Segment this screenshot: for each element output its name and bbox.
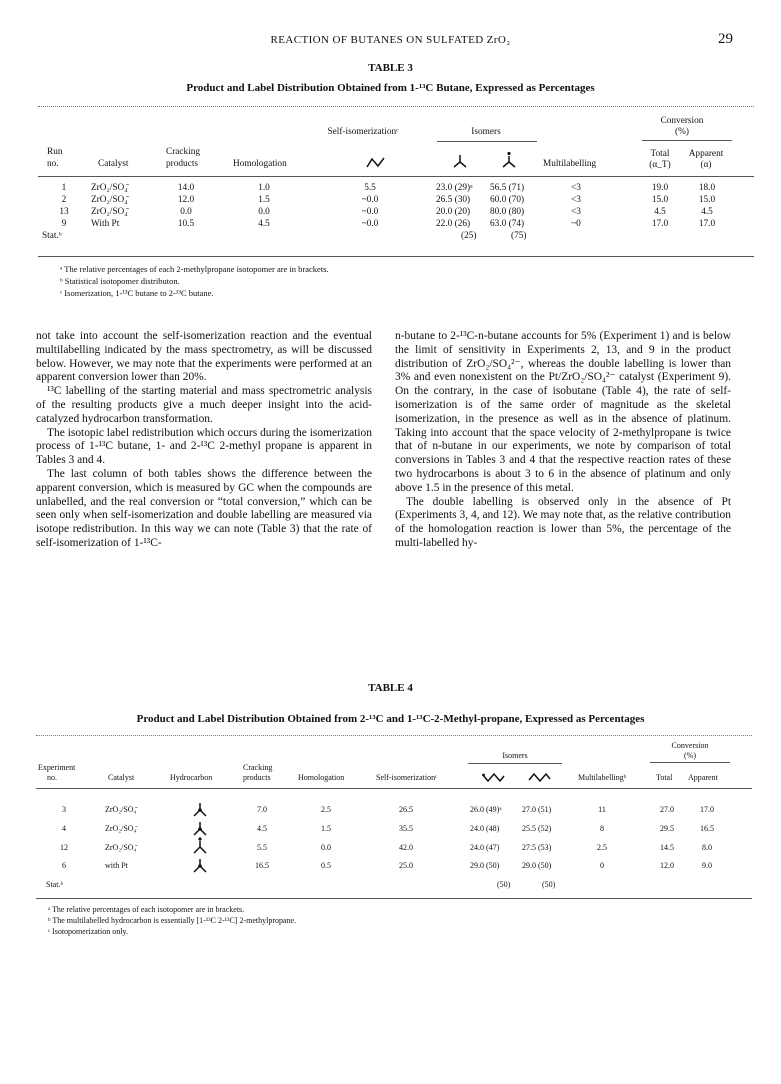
t3-cell-homologation: 0.0 (258, 207, 270, 217)
page-number: 29 (718, 31, 733, 47)
t3-cell-multi: ~0 (571, 219, 581, 229)
t3-cell-homologation: 1.5 (258, 195, 270, 205)
t3-run-header-2: no. (47, 159, 59, 169)
t3-cell-apparent: 17.0 (698, 219, 716, 229)
table4-top-rule (36, 735, 752, 736)
body-right-column (395, 330, 731, 551)
t3-isomers-header: Isomers (471, 127, 501, 137)
t4-cell-catalyst: ZrO₂/SO₄̄ (105, 843, 137, 852)
body-left-column (36, 330, 372, 551)
n-butane-label-a-icon (482, 771, 506, 783)
t3-cell-total: 19.0 (651, 183, 669, 193)
table3-label: TABLE 3 (368, 62, 413, 74)
t4-cell-cracking: 7.0 (257, 805, 267, 814)
t3-isomers-rule (437, 141, 537, 142)
t3-stat-isomer-a: (25) (461, 231, 477, 241)
t4-isomers-rule (468, 763, 562, 764)
t4-cell-homologation: 1.5 (321, 824, 331, 833)
t4-stat-label: Stat.ᵇ (46, 880, 63, 889)
t3-cell-multi: <3 (571, 183, 581, 193)
t4-cell-catalyst: ZrO₂/SO₄̄ (105, 805, 137, 814)
t3-cell-isomer-a: 20.0 (20) (436, 207, 471, 217)
t4-cell-isomer-b: 27.5 (53) (522, 843, 552, 852)
isobutane-label-a-icon (452, 153, 468, 169)
t3-cell-isomer-b: 60.0 (70) (490, 195, 525, 205)
t3-cell-apparent: 18.0 (698, 183, 716, 193)
n-butane-zigzag-icon (366, 156, 386, 168)
running-header (0, 31, 781, 48)
table3-top-rule (38, 106, 754, 107)
isobutane-2c-icon (193, 821, 207, 837)
t4-cell-total: 14.5 (660, 843, 674, 852)
t3-cell-isomer-b: 80.0 (80) (490, 207, 525, 217)
t3-cell-isomer-a: 23.0 (29)ᵃ (436, 183, 473, 193)
t3-bottom-rule (38, 256, 754, 257)
t3-homologation-header: Homologation (233, 159, 287, 169)
t4-cell-multi: 2.5 (597, 843, 607, 852)
t4-cell-total: 27.0 (660, 805, 674, 814)
t4-note-a: ᵃ The relative percentages of each isotopomer are in brackets. (48, 905, 245, 914)
running-title: REACTION OF BUTANES ON SULFATED ZrO₂ (270, 34, 511, 46)
t3-cell-multi: <3 (571, 207, 581, 217)
n-butane-label-b-icon (528, 771, 552, 783)
t3-cell-selfiso: ~0.0 (361, 219, 379, 229)
t4-cell-selfiso: 26.5 (399, 805, 413, 814)
t4-multilabelling-header: Multilabellingᵇ (578, 773, 627, 782)
t4-stat-isomer-a: (50) (497, 880, 511, 889)
t4-header-rule (36, 788, 752, 789)
table4-title: Product and Label Distribution Obtained from 2-¹³C and 1-¹³C-2-Methyl-propane, Expressed as Percentages (136, 713, 645, 725)
t4-total-header: Total (656, 773, 673, 782)
t4-selfiso-header: Self-isomerizationᶜ (376, 773, 438, 782)
isobutane-2c-icon (193, 858, 207, 874)
t4-cell-multi: 11 (598, 805, 606, 814)
t4-cell-cracking: 4.5 (257, 824, 267, 833)
t3-cell-isomer-a: 26.5 (30) (436, 195, 471, 205)
t3-cell-catalyst: ZrO₂/SO₄̄ (91, 183, 128, 193)
paragraph: not take into account the self-isomerization reaction and the eventual multilabelling indicated by the mass spectrometry, as will be discussed below. However, we may note that the experiments were performed at an apparent conversion lower than 20%. (36, 330, 372, 384)
t3-cell-isomer-a: 22.0 (26) (436, 219, 471, 229)
t4-conversion-unit: (%) (684, 751, 696, 760)
t4-note-c: ᶜ Isotopomerization only. (48, 927, 128, 936)
t4-cell-homologation: 0.0 (321, 843, 331, 852)
t4-cell-total: 29.5 (660, 824, 674, 833)
t4-cell-isomer-a: 29.0 (50) (470, 861, 500, 870)
t3-cell-run: 13 (59, 207, 69, 217)
t4-hydrocarbon-header: Hydrocarbon (170, 773, 213, 782)
t4-cell-selfiso: 25.0 (399, 861, 413, 870)
t3-cell-cracking: 14.0 (177, 183, 195, 193)
t3-cell-catalyst: ZrO₂/SO₄̄ (91, 207, 128, 217)
t4-cell-catalyst: ZrO₂/SO₄̄ (105, 824, 137, 833)
t4-bottom-rule (36, 898, 752, 899)
t4-conversion-rule (650, 762, 730, 763)
table4-label: TABLE 4 (368, 682, 413, 694)
t3-cell-cracking: 12.0 (177, 195, 195, 205)
t4-cell-isomer-b: 29.0 (50) (522, 861, 552, 870)
t3-cell-multi: <3 (571, 195, 581, 205)
paragraph: ¹³C labelling of the starting material and mass spectrometric analysis of the resulting products give a much deeper insight into the acid-catalyzed hydrocarbon transformation. (36, 385, 372, 425)
t3-cell-run: 9 (61, 219, 67, 229)
t4-cracking-header-2: products (243, 773, 271, 782)
t3-apparent-header: Apparent (688, 149, 724, 159)
t3-cell-homologation: 4.5 (258, 219, 270, 229)
t4-cracking-header: Cracking (243, 763, 273, 772)
t4-cell-cracking: 5.5 (257, 843, 267, 852)
t3-multilabelling-header: Multilabelling (543, 159, 597, 169)
t3-cell-apparent: 15.0 (698, 195, 716, 205)
t3-run-header: Run (47, 147, 63, 157)
t3-cell-total: 15.0 (651, 195, 669, 205)
t4-stat-isomer-b: (50) (542, 880, 556, 889)
t4-cell-homologation: 0.5 (321, 861, 331, 870)
t3-cell-run: 2 (61, 195, 67, 205)
t3-catalyst-header: Catalyst (98, 159, 129, 169)
t4-cell-isomer-a: 24.0 (47) (470, 843, 500, 852)
t4-conversion-header: Conversion (671, 741, 709, 750)
t3-cell-selfiso: ~0.0 (361, 207, 379, 217)
t4-note-b: ᵇ The multilabelled hydrocarbon is essentially [1-¹³C 2-¹³C] 2-methylpropane. (48, 916, 297, 925)
t3-cell-total: 4.5 (654, 207, 666, 217)
t4-cell-isomer-a: 26.0 (49)ᵃ (470, 805, 502, 814)
t3-stat-isomer-b: (75) (511, 231, 527, 241)
t3-total-header: Total (650, 149, 670, 159)
t3-cell-catalyst: ZrO₂/SO₄̄ (91, 195, 128, 205)
t3-conversion-header: Conversion (660, 116, 704, 126)
t4-cell-selfiso: 35.5 (399, 824, 413, 833)
t4-cell-exp: 6 (62, 861, 66, 870)
t3-cell-selfiso: 5.5 (364, 183, 376, 193)
t3-note-a: ᵃ The relative percentages of each 2-methylpropane isotopomer are in brackets. (60, 264, 329, 274)
t4-cell-exp: 4 (62, 824, 66, 833)
t4-cell-selfiso: 42.0 (399, 843, 413, 852)
t3-note-b: ᵇ Statistical isotopomer distributon. (60, 276, 180, 286)
t3-cracking-header: Cracking (166, 147, 201, 157)
paragraph: The last column of both tables shows the difference between the apparent conversion, which is measured by GC when the compounds are unlabelled, and the real conversion or “total conversion,” which can be seen only when self-isomerization and double labelling are measured via isotope redistribution. In this way we can note (Table 3) that the rate of self-isomerization of 1-¹³C- (36, 467, 372, 549)
t3-cell-selfiso: ~0.0 (361, 195, 379, 205)
isobutane-label-b-icon (501, 151, 517, 169)
t3-apparent-sub: (α) (700, 160, 712, 170)
t3-cell-apparent: 4.5 (701, 207, 713, 217)
t4-cell-apparent: 16.5 (700, 824, 714, 833)
t4-isomers-header: Isomers (502, 751, 528, 760)
t3-cell-cracking: 10.5 (177, 219, 195, 229)
t3-cell-cracking: 0.0 (180, 207, 192, 217)
t3-cell-catalyst: With Pt (91, 219, 120, 229)
t4-cell-total: 12.0 (660, 861, 674, 870)
isobutane-2c-icon (193, 802, 207, 818)
t4-cell-catalyst: with Pt (105, 861, 128, 870)
t3-note-c: ᶜ Isomerization, 1-¹³C butane to 2-¹³C butane. (60, 288, 214, 298)
t3-stat-label: Stat.ᵇ (42, 231, 62, 241)
paragraph: The double labelling is observed only in the absence of Pt (Experiments 3, 4, and 12). We may note that, as the relative contribution of the homologation reaction is lower than 5%, the percentage of the multi-labelled hy- (395, 495, 731, 549)
t3-cell-run: 1 (61, 183, 67, 193)
table3-title: Product and Label Distribution Obtained from 1-¹³C Butane, Expressed as Percentages (186, 82, 595, 94)
t3-conversion-rule (642, 140, 732, 141)
t3-cracking-header-2: products (166, 159, 199, 169)
t4-catalyst-header: Catalyst (108, 773, 135, 782)
t3-total-sub: (α_T) (649, 160, 671, 170)
t3-cell-isomer-b: 56.5 (71) (490, 183, 525, 193)
t4-cell-cracking: 16.5 (255, 861, 269, 870)
t4-homologation-header: Homologation (298, 773, 345, 782)
t3-cell-isomer-b: 63.0 (74) (490, 219, 525, 229)
t4-apparent-header: Apparent (688, 773, 718, 782)
t3-cell-homologation: 1.0 (258, 183, 270, 193)
isobutane-1c-icon (193, 837, 207, 855)
t4-experiment-header: Experiment (38, 763, 76, 772)
t4-cell-multi: 0 (600, 861, 604, 870)
t4-cell-multi: 8 (600, 824, 604, 833)
t4-cell-exp: 12 (60, 843, 68, 852)
t4-cell-apparent: 17.0 (700, 805, 714, 814)
paragraph: n-butane to 2-¹³C-n-butane accounts for 5% (Experiment 1) and is below the limit of sensitivity in Experiments 2, 13, and 9 in the product distribution of ZrO₂/SO₄²⁻, whereas the double labelling is lower than 3% and even nonexistent on the Pt/ZrO₂/SO₄²⁻ catalyst (Experiment 9). On the contrary, in the case of isobutane (Table 4), the rate of self-isomerization is of the same order of magnitude as the skeletal isomerization, in the presence as well as in the absence of platinum. Taking into account that the space velocity of 2-methylpropane is twice that of n-butane in our experiments, we note by comparison of total conversions in Tables 3 and 4 that the respective reaction rates of these two hydrocarbons is about 3 to 6 in the absence of platinum and only above 1.5 in the presence of this metal. (395, 330, 731, 494)
t3-selfiso-header: Self-isomerizationᶜ (327, 127, 399, 137)
t4-cell-isomer-b: 27.0 (51) (522, 805, 552, 814)
t4-cell-isomer-a: 24.0 (48) (470, 824, 500, 833)
t4-experiment-header-2: no. (47, 773, 57, 782)
t3-cell-total: 17.0 (651, 219, 669, 229)
paragraph: The isotopic label redistribution which occurs during the isomerization process of 1-¹³C butane, 1- and 2-¹³C 2-methyl propane is apparent in Tables 3 and 4. (36, 426, 372, 467)
t3-conversion-unit: (%) (675, 127, 689, 137)
t4-cell-exp: 3 (62, 805, 66, 814)
t4-cell-homologation: 2.5 (321, 805, 331, 814)
t3-header-rule (38, 176, 754, 177)
t4-cell-apparent: 9.0 (702, 861, 712, 870)
t4-cell-apparent: 8.0 (702, 843, 712, 852)
t4-cell-isomer-b: 25.5 (52) (522, 824, 552, 833)
